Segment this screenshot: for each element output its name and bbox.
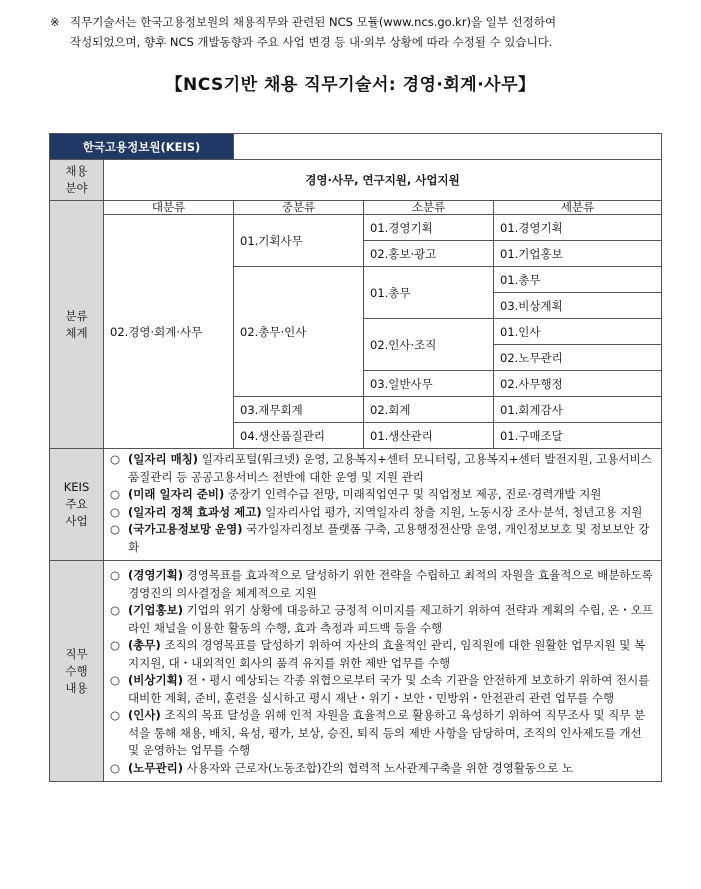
detail-category: 01.총무	[494, 267, 662, 293]
project-item	[110, 521, 655, 556]
project-head: (미래 일자리 준비)	[128, 487, 225, 501]
duty-head: (경영기획)	[128, 568, 183, 582]
duty-item	[110, 602, 655, 637]
detail-category: 01.회계감사	[494, 397, 662, 423]
detail-category: 02.사무행정	[494, 371, 662, 397]
middle-category: 02.총무·인사	[234, 267, 364, 397]
minor-category: 01.총무	[364, 267, 494, 319]
field-label: 채용 분야	[50, 160, 104, 201]
bullet: ○	[110, 522, 121, 536]
duty-item	[110, 567, 655, 602]
duty-head: (기업홍보)	[128, 603, 183, 617]
detail-category: 02.노무관리	[494, 345, 662, 371]
bullet: ○	[110, 708, 121, 722]
duty-item	[110, 707, 655, 760]
duty-text: 조직의 경영목표를 달성하기 위하여 자산의 효율적인 관리, 임직원에 대한 원활한 업무지원 및 복지지원, 대・내외적인 회사의 품격 유지를 위한 제반 업무를 수행	[128, 638, 646, 670]
duty-text: 전・평시 예상되는 각종 위협으로부터 국가 및 소속 기관을 안전하게 보호하기 위하여 전시를 대비한 계획, 준비, 훈련을 실시하고 평시 재난・위기・보안・민방위・안전관리 관련 업무를 수행	[128, 673, 650, 705]
project-head: (일자리 정책 효과성 제고)	[128, 504, 262, 519]
notice-line-1: 직무기술서는 한국고용정보원의 채용직무와 관련된 NCS 모듈(www.ncs.go.kr)을 일부 선정하여	[70, 15, 557, 29]
duty-text: 조직의 목표 달성을 위해 인적 자원을 효율적으로 활용하고 육성하기 위하여 직무조사 및 직무 분석을 통해 채용, 배치, 육성, 평가, 보상, 승진, 퇴직 등의 제반 사항을 담당하며, 조직의 인사제도를 개선 및 운영하는 업무를 수행	[128, 708, 646, 757]
projects-content	[104, 449, 662, 561]
minor-category: 01.생산관리	[364, 423, 494, 449]
duty-item	[110, 672, 655, 707]
col-header-detail: 세분류	[494, 201, 662, 215]
duty-head: (인사)	[128, 708, 161, 722]
middle-category: 01.기획사무	[234, 215, 364, 267]
duty-text: 사용자와 근로자(노동조합)간의 협력적 노사관계구축을 위한 경영활동으로 노	[182, 760, 573, 775]
project-text: 일자리포털(워크넷) 운영, 고용복지+센터 모니터링, 고용복지+센터 발전지원, 고용서비스 품질관리 등 공공고용서비스 전반에 대한 운영 및 지원 관리	[128, 452, 652, 484]
col-header-major: 대분류	[104, 201, 234, 215]
bullet: ○	[110, 638, 121, 652]
duty-text: 기업의 위기 상황에 대응하고 긍정적 이미지를 제고하기 위하여 전략과 계획의 수립, 온・오프라인 채널을 이용한 활동의 수행, 효과 측정과 피드백 등을 수행	[128, 603, 654, 635]
detail-category: 01.기업홍보	[494, 241, 662, 267]
bullet: ○	[110, 603, 121, 617]
bullet: ○	[110, 673, 121, 687]
duties-label: 직무 수행 내용	[50, 561, 104, 782]
job-description-table	[49, 133, 661, 782]
bullet: ○	[110, 568, 121, 582]
detail-category: 01.경영기획	[494, 215, 662, 241]
minor-category: 02.회계	[364, 397, 494, 423]
duty-head: (총무)	[128, 638, 161, 652]
bullet: ○	[110, 452, 121, 466]
middle-category: 04.생산품질관리	[234, 423, 364, 449]
notice	[50, 12, 670, 52]
minor-category: 03.일반사무	[364, 371, 494, 397]
projects-label: KEIS 주요 사업	[50, 449, 104, 561]
middle-category: 03.재무회계	[234, 397, 364, 423]
project-item	[110, 504, 655, 522]
project-text: 일자리사업 평가, 지역일자리 창출 지원, 노동시장 조사·분석, 청년고용 지원	[261, 504, 643, 519]
detail-category: 01.인사	[494, 319, 662, 345]
classification-label: 분류 체계	[50, 201, 104, 449]
page-title: 【NCS기반 채용 직무기술서: 경영·회계·사무】	[165, 75, 536, 95]
minor-category: 02.인사·조직	[364, 319, 494, 371]
bullet: ○	[110, 487, 121, 501]
duty-head: (비상기획)	[128, 673, 183, 687]
duty-item	[110, 760, 655, 778]
project-item	[110, 486, 655, 504]
minor-category: 02.홍보·광고	[364, 241, 494, 267]
project-text: 국가일자리정보 플랫폼 구축, 고용행정전산망 운영, 개인정보보호 및 정보보안 강화	[128, 522, 650, 554]
major-category: 02.경영·회계·사무	[104, 215, 234, 449]
notice-line-2: 작성되었으며, 향후 NCS 개발동향과 주요 사업 변경 등 내·외부 상황에 따라 수정될 수 있습니다.	[70, 35, 553, 49]
project-head: (국가고용정보망 운영)	[128, 522, 243, 536]
duty-text: 경영목표를 효과적으로 달성하기 위한 전략을 수립하고 최적의 자원을 효율적으로 배분하도록 경영진의 의사결정을 체계적으로 지원	[128, 568, 653, 600]
duty-item	[110, 637, 655, 672]
minor-category: 01.경영기획	[364, 215, 494, 241]
col-header-middle: 중분류	[234, 201, 364, 215]
project-head: (일자리 매칭)	[128, 452, 199, 466]
org-header-empty	[234, 134, 662, 160]
duties-content	[104, 561, 662, 782]
notice-mark: ※	[50, 15, 60, 29]
project-item	[110, 451, 655, 486]
detail-category: 01.구매조달	[494, 423, 662, 449]
org-header: 한국고용정보원(KEIS)	[50, 134, 234, 160]
field-value: 경영·사무, 연구지원, 사업지원	[104, 160, 662, 201]
bullet: ○	[110, 504, 121, 519]
bullet: ○	[110, 760, 121, 775]
col-header-minor: 소분류	[364, 201, 494, 215]
detail-category: 03.비상계획	[494, 293, 662, 319]
duty-head: (노무관리)	[128, 760, 183, 775]
project-text: 중장기 인력수급 전망, 미래직업연구 및 직업정보 제공, 진로·경력개발 지원	[224, 487, 602, 501]
